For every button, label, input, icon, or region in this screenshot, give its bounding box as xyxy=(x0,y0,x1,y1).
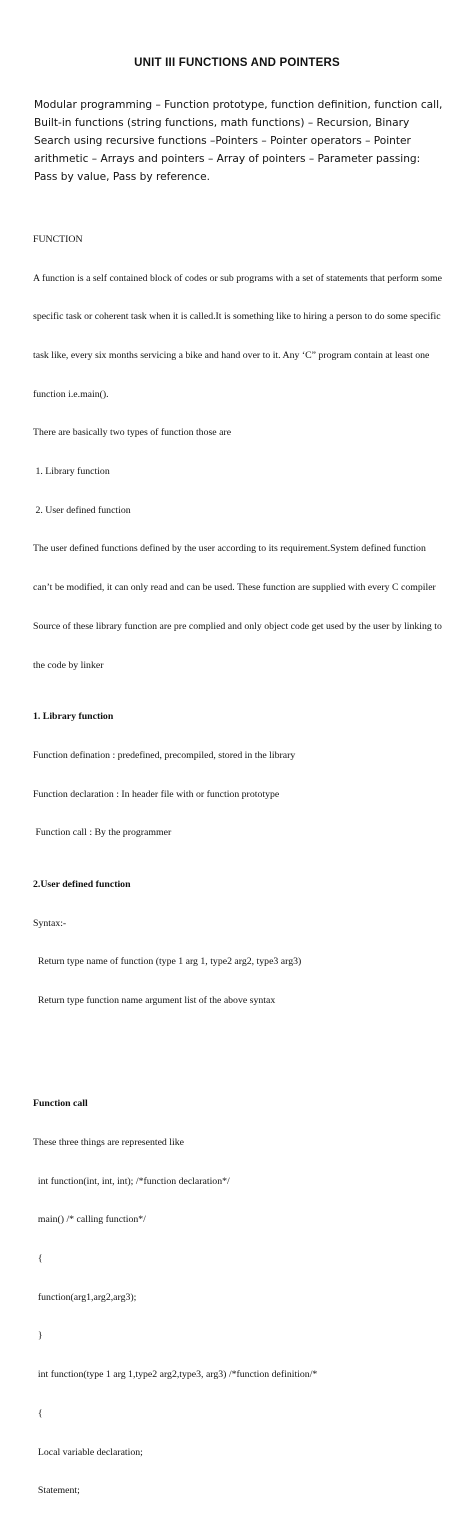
paragraph-gap xyxy=(33,1047,463,1060)
body-line: Syntax:- xyxy=(33,917,67,929)
body-line: A function is a self contained block of codes or sub programs with a set of statements that perform some xyxy=(33,272,442,284)
body-line: can’t be modified, it can only read and can be used. These function are supplied with every C compiler xyxy=(33,582,436,594)
code-line: int function(type 1 arg 1,type2 arg2,type3, arg3) /*function definition/* xyxy=(33,1369,318,1381)
body-line: the code by linker xyxy=(33,659,104,671)
body-line: Function call : By the programmer xyxy=(33,827,172,839)
section-heading-library-function: 1. Library function xyxy=(33,711,114,723)
summary-line: arithmetic – Arrays and pointers – Array of pointers – Parameter passing: xyxy=(34,153,421,165)
page-title: UNIT III FUNCTIONS AND POINTERS xyxy=(134,57,340,69)
code-line: } xyxy=(33,1330,43,1342)
section-heading-function-call: Function call xyxy=(33,1098,88,1110)
body-line: Return type function name argument list of the above syntax xyxy=(33,994,276,1006)
code-line: { xyxy=(33,1407,43,1419)
code-line: { xyxy=(33,1253,43,1265)
body-line: Function declaration : In header file with or function prototype xyxy=(33,788,280,800)
section-heading-function: FUNCTION xyxy=(33,233,83,245)
code-line: Statement; xyxy=(33,1485,80,1497)
body-line: There are basically two types of function those are xyxy=(33,427,232,439)
code-line: Local variable declaration; xyxy=(33,1446,143,1458)
code-line: int function(int, int, int); /*function declaration*/ xyxy=(33,1175,230,1187)
document-body xyxy=(33,208,463,1524)
body-line: Source of these library function are pre complied and only object code get used by the user by linking to xyxy=(33,620,442,632)
body-line: The user defined functions defined by the user according to its requirement.System defined function xyxy=(33,543,426,555)
body-line: These three things are represented like xyxy=(33,1136,184,1148)
summary-line: Built-in functions (string functions, math functions) – Recursion, Binary xyxy=(34,117,410,129)
summary-line: Pass by value, Pass by reference. xyxy=(34,171,210,183)
summary-line: Search using recursive functions –Pointers – Pointer operators – Pointer xyxy=(34,135,411,147)
list-item: 1. Library function xyxy=(33,466,110,478)
body-line: specific task or coherent task when it is called.It is something like to hiring a person to do some specific xyxy=(33,311,441,323)
code-line: function(arg1,arg2,arg3); xyxy=(33,1291,137,1303)
list-item: 2. User defined function xyxy=(33,504,131,516)
section-heading-user-defined-function: 2.User defined function xyxy=(33,878,131,890)
body-line: Function defination : predefined, precompiled, stored in the library xyxy=(33,749,296,761)
code-line: main() /* calling function*/ xyxy=(33,1214,146,1226)
unit-summary xyxy=(34,96,454,186)
body-line: function i.e.main(). xyxy=(33,388,109,400)
summary-line: Modular programming – Function prototype, function definition, function call, xyxy=(34,99,443,111)
body-line: task like, every six months servicing a bike and hand over to it. Any ‘C” program contain at least one xyxy=(33,349,430,361)
body-line: Return type name of function (type 1 arg 1, type2 arg2, type3 arg3) xyxy=(33,956,302,968)
